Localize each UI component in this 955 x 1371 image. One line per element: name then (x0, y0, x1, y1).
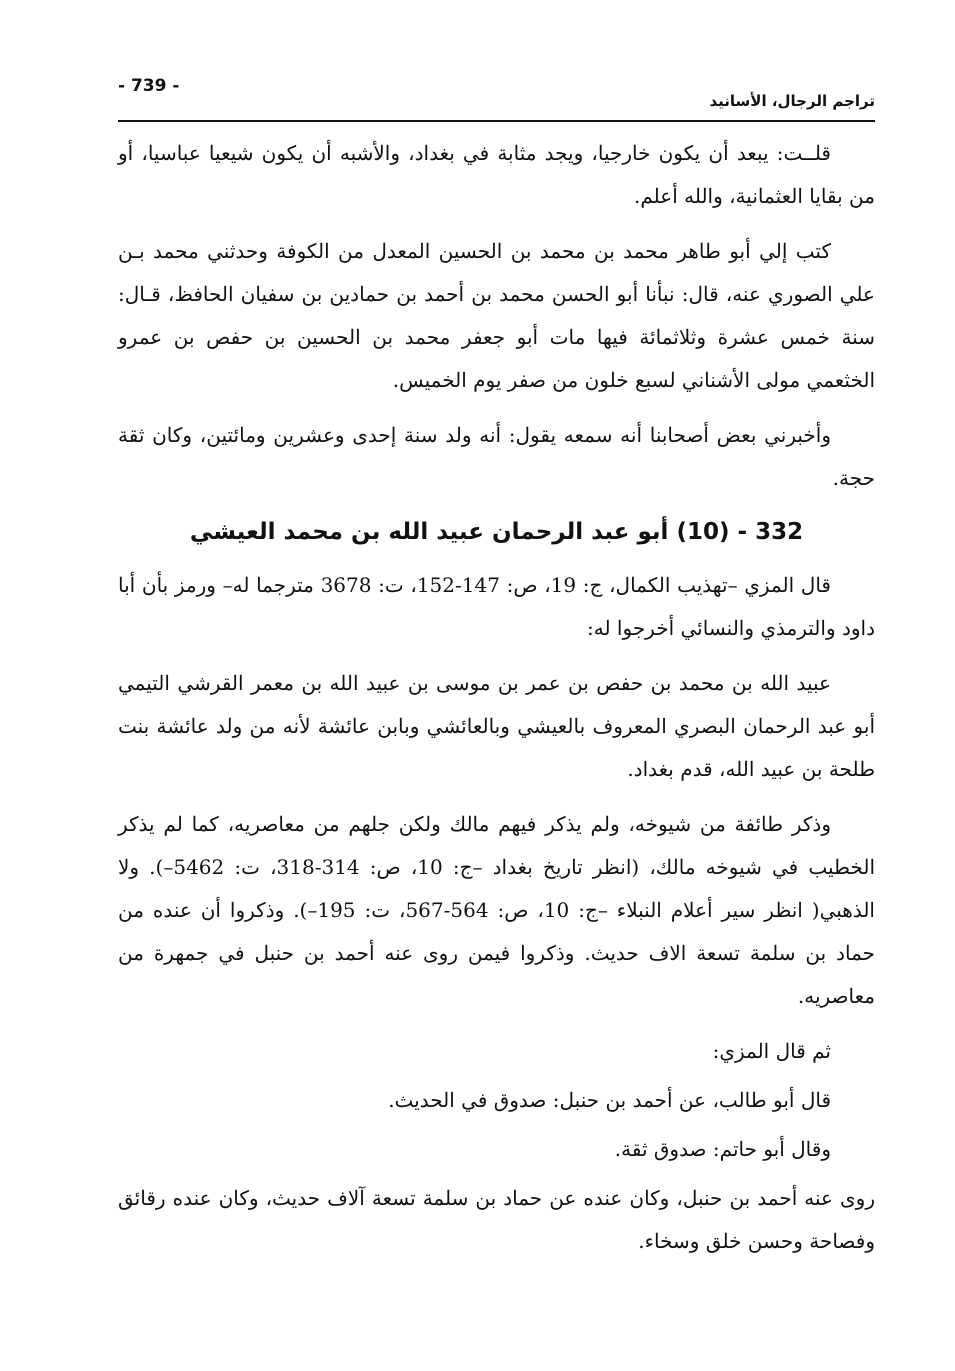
running-title: تراجم الرجال، الأسانيد (709, 92, 875, 110)
paragraph-birth: وأخبرني بعض أصحابنا أنه سمعه يقول: أنه ولد سنة إحدى وعشرين ومائتين، وكان ثقة حجة. (118, 423, 875, 490)
header-rule (118, 120, 875, 122)
paragraph-isnad: كتب إلي أبو طاهر محمد بن محمد بن الحسين المعدل من الكوفة وحدثني محمد بـن علي الصوري عنه، قال: نبأنا أبو الحسن محمد بن أحمد بن حمادين بن سفيان الحافظ، قـال: سنة خمس عشرة وثلاثمائة فيها مات أبو جعفر محمد بن الحسين بن حفص بن عمرو الخثعمي مولى الأشناني لسبع خلون من صفر يوم الخميس. (118, 239, 875, 392)
paragraph-note: قلــت: يبعد أن يكون خارجيا، ويجد مثابة في بغداد، والأشبه أن يكون شيعيا عباسيا، أو من بقايا العثمانية، والله أعلم. (118, 141, 875, 208)
paragraph-closing: روى عنه أحمد بن حنبل، وكان عنده عن حماد بن سلمة تسعة آلاف حديث، وكان عنده رقائق وفصاحة وحسن خلق وسخاء. (118, 1186, 875, 1253)
page-header (118, 70, 875, 122)
quote-line: قال أبو طالب، عن أحمد بن حنبل: صدوق في الحديث. (388, 1088, 831, 1112)
paragraph-mizzi: قال المزي –تهذيب الكمال، ج: 19، ص: 147-152، ت: 3678 مترجما له– ورمز بأن أبا داود والترمذي والنسائي أخرجوا له: (118, 573, 875, 640)
quote-line: ثم قال المزي: (712, 1039, 831, 1063)
page-body (118, 132, 875, 1275)
quote-line: وقال أبو حاتم: صدوق ثقة. (614, 1137, 831, 1161)
entry-heading: 332 - (10) أبو عبد الرحمان عبيد الله بن محمد العيشي (189, 519, 804, 545)
paragraph-sheikhs: وذكر طائفة من شيوخه، ولم يذكر فيهم مالك ولكن جلهم من معاصريه، كما لم يذكر الخطيب في شيوخه مالك، (انظر تاريخ بغداد –ج: 10، ص: 314-318، ت: 5462–). ولا الذهبي( انظر سير أعلام النبلاء –ج: 10، ص: 564-567، ت: 195–). وذكروا أن عنده من حماد بن سلمة تسعة الاف حديث. وذكروا فيمن روى عنه أحمد بن حنبل في جمهرة من معاصريه. (118, 812, 875, 1008)
paragraph-lineage: عبيد الله بن محمد بن حفص بن عمر بن موسى بن عبيد الله بن معمر القرشي التيمي أبو عبد الرحمان البصري المعروف بالعيشي وبالعائشي وبابن عائشة لأنه من ولد عائشة بنت طلحة بن عبيد الله، قدم بغداد. (118, 671, 875, 781)
page-number: - 739 - (118, 76, 180, 96)
